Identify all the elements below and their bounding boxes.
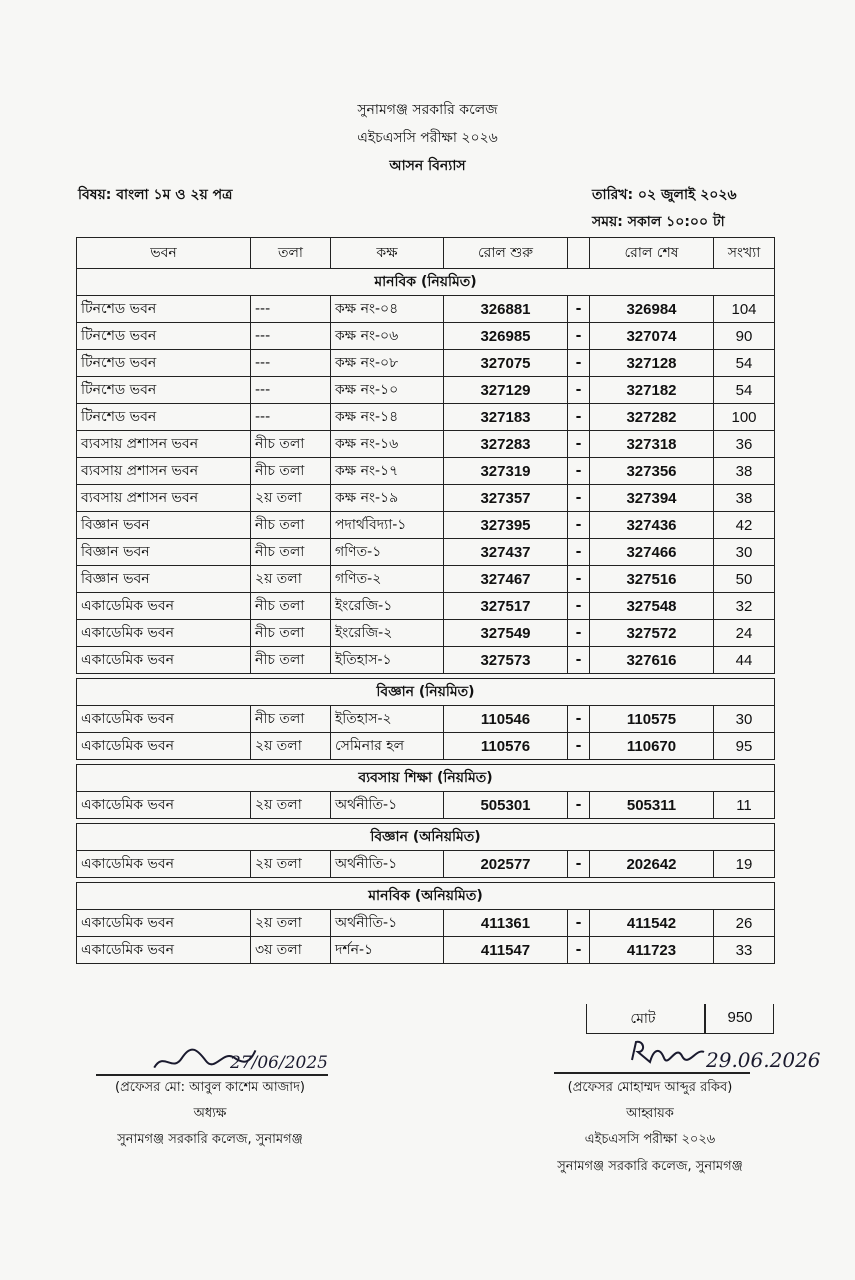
cell-separator: -	[568, 937, 590, 964]
section-header-row	[77, 824, 775, 851]
cell-room: ইংরেজি-১	[331, 593, 444, 620]
cell-separator: -	[568, 512, 590, 539]
left-signatory-role: অধ্যক্ষ	[193, 1106, 227, 1121]
date-line: তারিখ: ০২ জুলাই ২০২৬	[592, 187, 737, 203]
table-row	[77, 647, 775, 674]
table-row	[77, 323, 775, 350]
cell-count: 32	[714, 593, 775, 620]
cell-floor: নীচ তলা	[251, 431, 331, 458]
cell-roll-end: 327282	[590, 404, 714, 431]
cell-building: একাডেমিক ভবন	[77, 733, 251, 760]
table-row	[77, 792, 775, 819]
table-row	[77, 706, 775, 733]
cell-building: টিনশেড ভবন	[77, 323, 251, 350]
cell-roll-start: 411361	[444, 910, 568, 937]
cell-floor: ২য় তলা	[251, 566, 331, 593]
cell-room: কক্ষ নং-১৯	[331, 485, 444, 512]
table-row	[77, 350, 775, 377]
cell-count: 95	[714, 733, 775, 760]
cell-floor: ৩য় তলা	[251, 937, 331, 964]
col-header-separator	[568, 238, 590, 269]
table-row	[77, 593, 775, 620]
document-title: আসন বিন্যাস	[389, 158, 466, 174]
signature-mark-icon	[628, 1038, 708, 1066]
cell-floor: ২য় তলা	[251, 910, 331, 937]
cell-roll-start: 327437	[444, 539, 568, 566]
cell-separator: -	[568, 296, 590, 323]
cell-roll-start: 327573	[444, 647, 568, 674]
exam-name: এইচএসসি পরীক্ষা ২০২৬	[357, 130, 498, 146]
col-header-count: সংখ্যা	[714, 238, 775, 269]
seating-table	[76, 237, 775, 964]
right-signatory-name: (প্রফেসর মোহাম্মদ আব্দুর রকিব)	[567, 1080, 733, 1095]
cell-roll-end: 110670	[590, 733, 714, 760]
table-header-row	[77, 238, 775, 269]
section-title: মানবিক (নিয়মিত)	[77, 269, 775, 296]
subject-line: বিষয়: বাংলা ১ম ও ২য় পত্র	[78, 187, 233, 203]
section-title: মানবিক (অনিয়মিত)	[77, 883, 775, 910]
cell-floor: ২য় তলা	[251, 851, 331, 878]
cell-building: একাডেমিক ভবন	[77, 593, 251, 620]
cell-roll-end: 327128	[590, 350, 714, 377]
cell-count: 104	[714, 296, 775, 323]
cell-room: কক্ষ নং-১৬	[331, 431, 444, 458]
cell-count: 42	[714, 512, 775, 539]
cell-roll-end: 327572	[590, 620, 714, 647]
cell-separator: -	[568, 485, 590, 512]
cell-count: 54	[714, 350, 775, 377]
cell-count: 38	[714, 485, 775, 512]
cell-room: গণিত-১	[331, 539, 444, 566]
cell-separator: -	[568, 323, 590, 350]
table-row	[77, 620, 775, 647]
cell-building: একাডেমিক ভবন	[77, 706, 251, 733]
left-signatory-org: সুনামগঞ্জ সরকারি কলেজ, সুনামগঞ্জ	[117, 1132, 303, 1147]
section-header-row	[77, 765, 775, 792]
cell-floor: ---	[251, 350, 331, 377]
cell-roll-start: 327283	[444, 431, 568, 458]
cell-roll-end: 327516	[590, 566, 714, 593]
cell-building: একাডেমিক ভবন	[77, 792, 251, 819]
section-title: বিজ্ঞান (অনিয়মিত)	[77, 824, 775, 851]
table-row	[77, 937, 775, 964]
cell-separator: -	[568, 539, 590, 566]
left-signatory-name: (প্রফেসর মো: আবুল কাশেম আজাদ)	[115, 1080, 305, 1095]
cell-roll-start: 327467	[444, 566, 568, 593]
cell-roll-end: 202642	[590, 851, 714, 878]
cell-roll-end: 327466	[590, 539, 714, 566]
cell-separator: -	[568, 851, 590, 878]
cell-count: 24	[714, 620, 775, 647]
table-row	[77, 377, 775, 404]
college-name: সুনামগঞ্জ সরকারি কলেজ	[357, 102, 498, 118]
cell-room: দর্শন-১	[331, 937, 444, 964]
cell-separator: -	[568, 593, 590, 620]
cell-floor: ---	[251, 404, 331, 431]
table-row	[77, 851, 775, 878]
cell-room: পদার্থবিদ্যা-১	[331, 512, 444, 539]
total-label: মোট	[630, 1011, 656, 1027]
cell-roll-start: 327183	[444, 404, 568, 431]
cell-count: 33	[714, 937, 775, 964]
cell-building: টিনশেড ভবন	[77, 296, 251, 323]
cell-building: বিজ্ঞান ভবন	[77, 539, 251, 566]
cell-roll-end: 327394	[590, 485, 714, 512]
table-body	[77, 269, 775, 964]
cell-room: কক্ষ নং-১৭	[331, 458, 444, 485]
section-title: বিজ্ঞান (নিয়মিত)	[77, 679, 775, 706]
cell-roll-end: 327356	[590, 458, 714, 485]
cell-roll-end: 505311	[590, 792, 714, 819]
right-signature-line	[554, 1072, 750, 1074]
cell-roll-start: 202577	[444, 851, 568, 878]
cell-roll-end: 327074	[590, 323, 714, 350]
cell-separator: -	[568, 910, 590, 937]
cell-count: 54	[714, 377, 775, 404]
cell-roll-start: 327517	[444, 593, 568, 620]
cell-building: একাডেমিক ভবন	[77, 937, 251, 964]
table-row	[77, 404, 775, 431]
cell-building: একাডেমিক ভবন	[77, 620, 251, 647]
cell-floor: নীচ তলা	[251, 539, 331, 566]
cell-floor: ---	[251, 296, 331, 323]
cell-roll-start: 110546	[444, 706, 568, 733]
right-signature-scribble	[628, 1038, 708, 1071]
left-signature-date: 27/06/2025	[230, 1053, 328, 1073]
cell-separator: -	[568, 350, 590, 377]
cell-room: কক্ষ নং-০৮	[331, 350, 444, 377]
cell-floor: নীচ তলা	[251, 512, 331, 539]
cell-roll-end: 411542	[590, 910, 714, 937]
right-signature-date: 29.06.2026	[706, 1048, 821, 1072]
table-row	[77, 458, 775, 485]
cell-floor: ২য় তলা	[251, 792, 331, 819]
table-row	[77, 539, 775, 566]
cell-roll-end: 110575	[590, 706, 714, 733]
cell-count: 90	[714, 323, 775, 350]
cell-room: সেমিনার হল	[331, 733, 444, 760]
cell-roll-end: 411723	[590, 937, 714, 964]
cell-building: বিজ্ঞান ভবন	[77, 512, 251, 539]
cell-building: বিজ্ঞান ভবন	[77, 566, 251, 593]
cell-roll-start: 327357	[444, 485, 568, 512]
cell-count: 100	[714, 404, 775, 431]
cell-room: গণিত-২	[331, 566, 444, 593]
table-row	[77, 485, 775, 512]
cell-building: ব্যবসায় প্রশাসন ভবন	[77, 458, 251, 485]
cell-count: 36	[714, 431, 775, 458]
cell-room: কক্ষ নং-০৪	[331, 296, 444, 323]
right-signatory-org: সুনামগঞ্জ সরকারি কলেজ, সুনামগঞ্জ	[557, 1159, 743, 1174]
cell-roll-start: 326881	[444, 296, 568, 323]
cell-count: 50	[714, 566, 775, 593]
cell-roll-start: 327129	[444, 377, 568, 404]
cell-room: অর্থনীতি-১	[331, 851, 444, 878]
cell-room: অর্থনীতি-১	[331, 792, 444, 819]
section-title: ব্যবসায় শিক্ষা (নিয়মিত)	[77, 765, 775, 792]
cell-roll-end: 327436	[590, 512, 714, 539]
cell-room: অর্থনীতি-১	[331, 910, 444, 937]
cell-room: কক্ষ নং-১৪	[331, 404, 444, 431]
cell-building: টিনশেড ভবন	[77, 350, 251, 377]
cell-floor: নীচ তলা	[251, 706, 331, 733]
cell-roll-start: 110576	[444, 733, 568, 760]
cell-room: ইংরেজি-২	[331, 620, 444, 647]
col-header-room: কক্ষ	[331, 238, 444, 269]
cell-floor: নীচ তলা	[251, 458, 331, 485]
cell-separator: -	[568, 792, 590, 819]
cell-count: 26	[714, 910, 775, 937]
right-signatory-exam: এইচএসসি পরীক্ষা ২০২৬	[584, 1132, 716, 1147]
cell-separator: -	[568, 733, 590, 760]
cell-count: 19	[714, 851, 775, 878]
cell-floor: ---	[251, 377, 331, 404]
cell-roll-start: 327395	[444, 512, 568, 539]
cell-count: 11	[714, 792, 775, 819]
cell-floor: ২য় তলা	[251, 733, 331, 760]
cell-building: একাডেমিক ভবন	[77, 647, 251, 674]
cell-roll-start: 327549	[444, 620, 568, 647]
col-header-floor: তলা	[251, 238, 331, 269]
cell-roll-end: 326984	[590, 296, 714, 323]
table-row	[77, 512, 775, 539]
cell-roll-start: 327319	[444, 458, 568, 485]
cell-count: 30	[714, 706, 775, 733]
cell-roll-start: 411547	[444, 937, 568, 964]
right-signatory-role: আহ্বায়ক	[626, 1106, 674, 1121]
cell-room: ইতিহাস-২	[331, 706, 444, 733]
cell-building: একাডেমিক ভবন	[77, 910, 251, 937]
cell-separator: -	[568, 431, 590, 458]
cell-separator: -	[568, 647, 590, 674]
cell-roll-end: 327318	[590, 431, 714, 458]
col-header-roll-end: রোল শেষ	[590, 238, 714, 269]
cell-building: একাডেমিক ভবন	[77, 851, 251, 878]
cell-floor: ---	[251, 323, 331, 350]
time-line: সময়: সকাল ১০:০০ টা	[592, 214, 725, 230]
cell-separator: -	[568, 620, 590, 647]
cell-building: টিনশেড ভবন	[77, 377, 251, 404]
cell-floor: নীচ তলা	[251, 593, 331, 620]
cell-building: টিনশেড ভবন	[77, 404, 251, 431]
section-header-row	[77, 679, 775, 706]
cell-separator: -	[568, 377, 590, 404]
table-row	[77, 431, 775, 458]
cell-floor: ২য় তলা	[251, 485, 331, 512]
left-signature-line	[96, 1074, 328, 1076]
cell-roll-end: 327616	[590, 647, 714, 674]
cell-separator: -	[568, 706, 590, 733]
cell-roll-start: 326985	[444, 323, 568, 350]
cell-room: কক্ষ নং-০৬	[331, 323, 444, 350]
table-row	[77, 910, 775, 937]
cell-separator: -	[568, 458, 590, 485]
cell-count: 30	[714, 539, 775, 566]
cell-count: 44	[714, 647, 775, 674]
cell-separator: -	[568, 566, 590, 593]
cell-roll-end: 327182	[590, 377, 714, 404]
cell-room: ইতিহাস-১	[331, 647, 444, 674]
cell-building: ব্যবসায় প্রশাসন ভবন	[77, 485, 251, 512]
cell-floor: নীচ তলা	[251, 647, 331, 674]
table-row	[77, 566, 775, 593]
cell-building: ব্যবসায় প্রশাসন ভবন	[77, 431, 251, 458]
section-header-row	[77, 883, 775, 910]
cell-separator: -	[568, 404, 590, 431]
col-header-building: ভবন	[77, 238, 251, 269]
cell-roll-end: 327548	[590, 593, 714, 620]
table-row	[77, 296, 775, 323]
section-header-row	[77, 269, 775, 296]
cell-floor: নীচ তলা	[251, 620, 331, 647]
cell-roll-start: 327075	[444, 350, 568, 377]
cell-roll-start: 505301	[444, 792, 568, 819]
cell-room: কক্ষ নং-১০	[331, 377, 444, 404]
table-row	[77, 733, 775, 760]
total-value: 950	[727, 1009, 753, 1026]
cell-count: 38	[714, 458, 775, 485]
col-header-roll-start: রোল শুরু	[444, 238, 568, 269]
